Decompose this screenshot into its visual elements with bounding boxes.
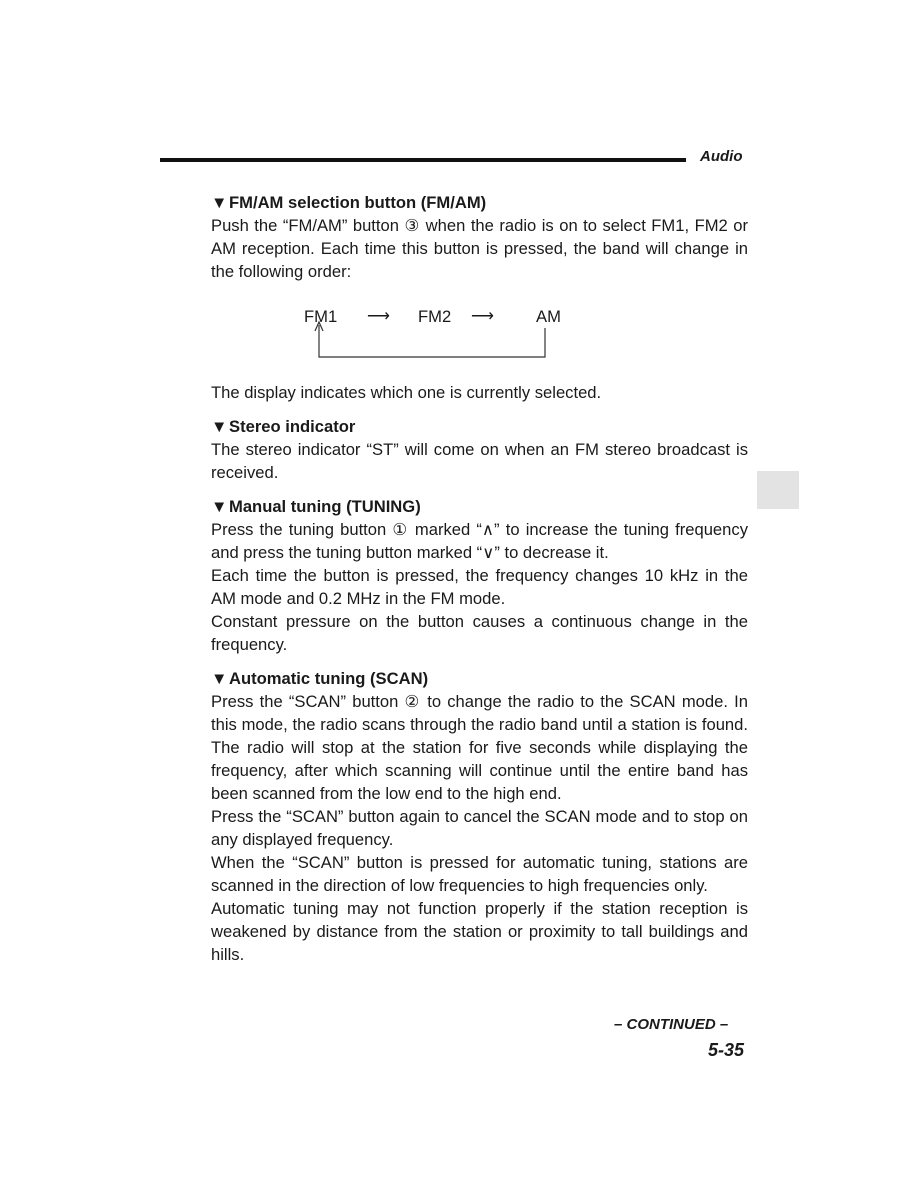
triangle-down-icon: ▼	[211, 497, 228, 516]
paragraph: Press the tuning button ① marked “∧” to increase the tuning frequency and press the tuning button marked “∨” to decrease it.	[211, 520, 748, 562]
page-number: 5-35	[708, 1040, 745, 1060]
header-rule	[160, 158, 686, 162]
side-tab	[757, 471, 799, 509]
section-heading: ▼FM/AM selection button (FM/AM)	[211, 193, 487, 212]
continued-label: – CONTINUED –	[614, 1016, 729, 1033]
arrow-right-icon: ⟶	[367, 308, 390, 325]
paragraph: The display indicates which one is currently selected.	[211, 383, 602, 402]
paragraph: Constant pressure on the button causes a continuous change in the frequency.	[211, 612, 748, 654]
section-heading: ▼Automatic tuning (SCAN)	[211, 669, 429, 688]
paragraph: Press the “SCAN” button ② to change the radio to the SCAN mode. In this mode, the radio scans through the radio band until a station is found. The radio will stop at the station for five seconds while displaying the frequency, after which scanning will continue until the entire band has been scanned from the low end to the high end.	[211, 692, 748, 803]
diagram-fm2: FM2	[418, 307, 452, 326]
paragraph: Each time the button is pressed, the frequency changes 10 kHz in the AM mode and 0.2 MHz in the FM mode.	[211, 566, 748, 608]
paragraph: Press the “SCAN” button again to cancel the SCAN mode and to stop on any displayed frequency.	[211, 807, 748, 849]
section-manual-tuning	[211, 495, 748, 656]
content	[211, 191, 748, 977]
band-order-diagram	[211, 295, 748, 379]
triangle-down-icon: ▼	[211, 669, 228, 688]
paragraph: When the “SCAN” button is pressed for automatic tuning, stations are scanned in the direction of low frequencies to high frequencies only.	[211, 853, 748, 895]
section-automatic-tuning	[211, 667, 748, 966]
diagram-fm1: FM1	[304, 307, 338, 326]
triangle-down-icon: ▼	[211, 417, 228, 436]
section-heading: ▼Stereo indicator	[211, 417, 356, 436]
section-fm-am	[211, 191, 748, 404]
arrow-right-icon: ⟶	[471, 308, 494, 325]
triangle-down-icon: ▼	[211, 193, 228, 212]
diagram-connector	[211, 295, 571, 379]
paragraph: Automatic tuning may not function properly if the station reception is weakened by distance from the station or proximity to tall buildings and hills.	[211, 899, 748, 964]
paragraph: Push the “FM/AM” button ③ when the radio is on to select FM1, FM2 or AM reception. Each time this button is pressed, the band will change in the following order:	[211, 216, 748, 281]
paragraph: The stereo indicator “ST” will come on when an FM stereo broadcast is received.	[211, 440, 748, 482]
section-label: Audio	[700, 148, 743, 165]
section-stereo	[211, 415, 748, 484]
section-heading: ▼Manual tuning (TUNING)	[211, 497, 421, 516]
diagram-am: AM	[536, 307, 561, 326]
